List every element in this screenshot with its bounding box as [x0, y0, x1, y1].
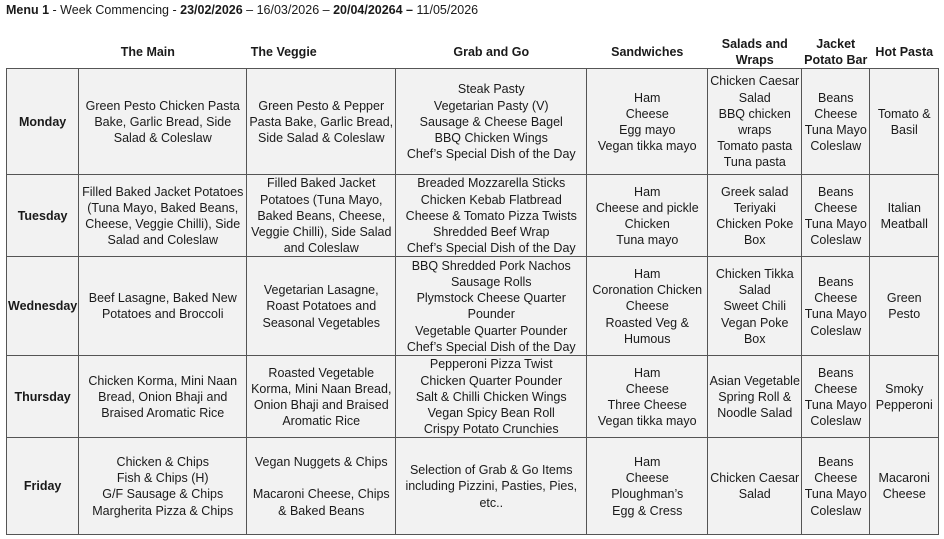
column-header-main: The Main: [79, 36, 247, 69]
menu-item: Shredded Beef Wrap: [432, 225, 550, 240]
menu-item: Greek salad: [721, 184, 789, 199]
jacket-potato-cell: [802, 356, 870, 438]
menu-item: Roast Potatoes and: [266, 299, 377, 314]
menu-item: Cheese and pickle: [595, 200, 699, 215]
menu-item: Smoky: [885, 381, 924, 396]
menu-item: Filled Baked Jacket Potatoes: [82, 184, 244, 199]
menu-item: Steak Pasty: [457, 82, 525, 97]
column-header-veggie: The Veggie: [247, 36, 396, 69]
menu-item: Chicken Caesar: [710, 471, 800, 486]
menu-item: Green Pesto & Pepper: [258, 98, 385, 113]
menu-item: Potatoes (Tuna Mayo,: [259, 192, 383, 207]
menu-item: Macaroni Cheese, Chips: [252, 487, 390, 502]
menu-item: BBQ chicken: [718, 106, 791, 121]
menu-item: Pepperoni: [875, 397, 933, 412]
grab-and-go-cell: [396, 356, 587, 438]
menu-item: Tuna pasta: [723, 155, 786, 170]
menu-item: Chicken Quarter Pounder: [420, 373, 563, 388]
menu-item: Chef’s Special Dish of the Day: [406, 339, 576, 354]
menu-item: & Baked Beans: [278, 503, 365, 518]
menu-item: Filled Baked Jacket: [267, 176, 376, 191]
menu-item: Chicken: [624, 216, 670, 231]
menu-item: BBQ Chicken Wings: [434, 131, 548, 145]
veggie-cell: [247, 175, 396, 257]
salads-and-wraps-cell: [708, 438, 802, 535]
sandwiches-cell: [587, 175, 708, 257]
menu-item: Teriyaki: [733, 200, 776, 215]
menu-item: Seasonal Vegetables: [262, 315, 380, 330]
menu-item: Bake, Garlic Bread, Side: [94, 114, 232, 129]
menu-item: Beans: [818, 455, 854, 470]
menu-item: Ham: [634, 90, 661, 105]
jacket-potato-cell: [802, 175, 870, 257]
menu-item: Coleslaw: [810, 233, 862, 248]
menu-item: Cheese: [625, 471, 669, 486]
menu-item: Ham: [634, 266, 661, 281]
menu-item: Cheese: [814, 291, 858, 306]
sandwiches-cell: [587, 257, 708, 356]
sandwiches-cell: [587, 69, 708, 175]
grab-and-go-cell: [396, 69, 587, 175]
menu-item: Salad: [738, 487, 771, 502]
column-header-sandwiches: Sandwiches: [587, 36, 708, 69]
menu-item: Tuna Mayo: [804, 397, 867, 412]
menu-item: Ham: [634, 455, 661, 470]
menu-item: Basil: [890, 122, 918, 137]
menu-item: Chicken Kebab Flatbread: [420, 192, 562, 207]
day-label: Monday: [7, 69, 79, 175]
menu-item: Fish & Chips (H): [116, 471, 209, 486]
menu-item: Braised Aromatic Rice: [101, 406, 225, 421]
table-row: [7, 175, 939, 257]
day-label: Wednesday: [7, 257, 79, 356]
menu-item: Ploughman’s: [611, 487, 684, 502]
menu-item: Cheese: [625, 106, 669, 121]
menu-item: Salad and Coleslaw: [107, 233, 218, 248]
menu-item: Cheese: [814, 200, 858, 215]
menu-item: Tomato pasta: [717, 139, 793, 154]
day-label: Thursday: [7, 356, 79, 438]
hot-pasta-cell: [870, 175, 939, 257]
menu-item: Pepperoni Pizza Twist: [429, 357, 553, 372]
menu-item: etc..: [479, 495, 504, 510]
menu-item: wraps: [738, 122, 772, 137]
menu-item: Pounder: [467, 307, 515, 322]
menu-item: Chef’s Special Dish of the Day: [406, 147, 576, 162]
menu-item: Veggie Chilli), Side Salad: [251, 225, 392, 240]
menu-item: Vegetarian Pasty (V): [433, 98, 549, 113]
veggie-cell: [247, 356, 396, 438]
menu-item: Beans: [818, 365, 854, 380]
menu-item: Macaroni: [878, 471, 930, 486]
menu-item: Spring Roll &: [718, 389, 792, 404]
menu-item: Baked Beans, Cheese,: [257, 208, 386, 223]
menu-item: [248, 470, 394, 486]
menu-item: Coleslaw: [810, 503, 862, 518]
menu-item: and Coleslaw: [283, 241, 359, 256]
menu-item: Asian Vegetable: [709, 373, 800, 388]
menu-item: Breaded Mozzarella Sticks: [417, 176, 566, 191]
menu-item: Chicken Poke: [716, 216, 794, 231]
menu-item: Chicken Caesar: [710, 74, 800, 89]
column-header-day: [7, 36, 79, 69]
menu-item: Vegan tikka mayo: [597, 414, 697, 429]
menu-item: Beans: [818, 90, 854, 105]
menu-item: Chicken Korma, Mini Naan: [88, 373, 238, 388]
menu-item: Korma, Mini Naan Bread,: [251, 381, 392, 396]
menu-item: Coleslaw: [810, 323, 862, 338]
menu-item: Coleslaw: [810, 139, 862, 154]
menu-item: Salad: [738, 283, 771, 298]
menu-item: Cheese: [625, 381, 669, 396]
salads-and-wraps-cell: [708, 356, 802, 438]
menu-item: Chef’s Special Dish of the Day: [406, 241, 576, 256]
salads-and-wraps-cell: [708, 175, 802, 257]
jacket-potato-cell: [802, 438, 870, 535]
table-row: [7, 438, 939, 535]
main-cell: [79, 69, 247, 175]
menu-item: Vegetable Quarter Pounder: [415, 323, 568, 338]
hot-pasta-cell: [870, 356, 939, 438]
menu-item: Sausage Rolls: [450, 275, 532, 290]
menu-item: Selection of Grab & Go Items: [409, 463, 573, 478]
main-cell: [79, 257, 247, 356]
main-cell: [79, 175, 247, 257]
menu-item: BBQ Shredded Pork Nachos: [411, 258, 571, 273]
menu-item: Pasta Bake, Garlic Bread,: [249, 114, 394, 129]
main-cell: [79, 438, 247, 535]
menu-item: Salad: [738, 90, 771, 105]
menu-item: Box: [743, 233, 766, 248]
menu-item: Cheese: [882, 487, 926, 502]
table-row: [7, 356, 939, 438]
veggie-cell: [247, 69, 396, 175]
menu-item: Noodle Salad: [717, 406, 793, 421]
grab-and-go-cell: [396, 257, 587, 356]
grab-and-go-cell: [396, 438, 587, 535]
menu-item: Egg mayo: [619, 122, 676, 137]
column-header-hot-pasta: Hot Pasta: [870, 36, 939, 69]
table-row: [7, 257, 939, 356]
table-row: [7, 69, 939, 175]
menu-item: Aromatic Rice: [282, 414, 361, 429]
menu-item: Roasted Vegetable: [268, 365, 375, 380]
menu-item: Cheese & Tomato Pizza Twists: [405, 208, 577, 223]
menu-item: Cheese: [814, 106, 858, 121]
main-cell: [79, 356, 247, 438]
menu-item: Beef Lasagne, Baked New: [88, 291, 237, 306]
menu-item: Meatball: [880, 216, 928, 231]
menu-item: Tuna Mayo: [804, 307, 867, 322]
menu-item: Tomato &: [877, 106, 931, 121]
table-header-row: [7, 36, 939, 69]
menu-item: Vegan Spicy Bean Roll: [427, 406, 555, 421]
menu-item: Cheese: [625, 299, 669, 314]
menu-table: [6, 36, 939, 535]
page-title: Menu 1 - Week Commencing - 23/02/2026 – 16/03/2026 – 20/04/20264 – 11/05/2026: [6, 3, 479, 17]
jacket-potato-cell: [802, 257, 870, 356]
menu-item: (Tuna Mayo, Baked Beans,: [87, 200, 239, 215]
day-label: Tuesday: [7, 175, 79, 257]
menu-item: Pesto: [888, 307, 921, 322]
menu-item: Cheese: [814, 471, 858, 486]
salads-and-wraps-cell: [708, 69, 802, 175]
menu-item: Tuna mayo: [616, 233, 679, 248]
menu-item: Bread, Onion Bhaji and: [98, 389, 228, 404]
menu-item: Three Cheese: [607, 397, 687, 412]
menu-item: Sweet Chili: [723, 299, 787, 314]
grab-and-go-cell: [396, 175, 587, 257]
menu-item: Salt & Chilli Chicken Wings: [415, 389, 567, 404]
jacket-potato-cell: [802, 69, 870, 175]
veggie-cell: [247, 438, 396, 535]
salads-and-wraps-cell: [708, 257, 802, 356]
menu-item: Potatoes and Broccoli: [101, 307, 224, 322]
menu-item: Sausage & Cheese Bagel: [419, 114, 563, 129]
veggie-cell: [247, 257, 396, 356]
menu-item: Vegan tikka mayo: [597, 139, 697, 154]
menu-item: Green Pesto Chicken Pasta: [85, 98, 240, 113]
menu-item: Margherita Pizza & Chips: [92, 503, 234, 518]
column-header-salads-and-wraps: Salads and Wraps: [708, 36, 802, 69]
menu-item: Coronation Chicken: [592, 283, 703, 298]
menu-item: Vegan Nuggets & Chips: [254, 455, 388, 470]
menu-item: Egg & Cress: [612, 503, 683, 518]
menu-item: Side Salad & Coleslaw: [258, 131, 385, 145]
menu-item: G/F Sausage & Chips: [102, 487, 224, 502]
menu-item: Ham: [634, 184, 661, 199]
menu-item: Tuna Mayo: [804, 487, 867, 502]
menu-item: Italian: [887, 200, 921, 215]
sandwiches-cell: [587, 356, 708, 438]
menu-item: Cheese, Veggie Chilli), Side: [85, 216, 241, 231]
menu-item: Crispy Potato Crunchies: [423, 422, 559, 437]
hot-pasta-cell: [870, 69, 939, 175]
sandwiches-cell: [587, 438, 708, 535]
menu-item: Beans: [818, 184, 854, 199]
menu-item: Tuna Mayo: [804, 122, 867, 137]
menu-item: Vegan Poke Box: [721, 315, 789, 346]
hot-pasta-cell: [870, 257, 939, 356]
menu-item: Salad & Coleslaw: [113, 131, 212, 145]
menu-item: Ham: [634, 365, 661, 380]
menu-item: Roasted Veg &: [605, 315, 689, 330]
menu-item: Vegetarian Lasagne,: [263, 283, 379, 298]
menu-item: Onion Bhaji and Braised: [253, 397, 389, 412]
menu-item: Chicken & Chips: [116, 455, 209, 470]
column-header-grab-and-go: Grab and Go: [396, 36, 587, 69]
menu-item: Beans: [818, 275, 854, 290]
menu-item: including Pizzini, Pasties, Pies,: [405, 479, 578, 494]
day-label: Friday: [7, 438, 79, 535]
menu-item: Humous: [623, 331, 671, 346]
menu-item: Green: [886, 291, 922, 306]
column-header-jacket-potato-bar: Jacket Potato Bar: [802, 36, 870, 69]
menu-item: Chicken Tikka: [715, 266, 794, 281]
hot-pasta-cell: [870, 438, 939, 535]
menu-item: Tuna Mayo: [804, 216, 867, 231]
menu-item: Cheese: [814, 381, 858, 396]
menu-item: Coleslaw: [810, 414, 862, 429]
menu-item: Plymstock Cheese Quarter: [416, 291, 566, 306]
